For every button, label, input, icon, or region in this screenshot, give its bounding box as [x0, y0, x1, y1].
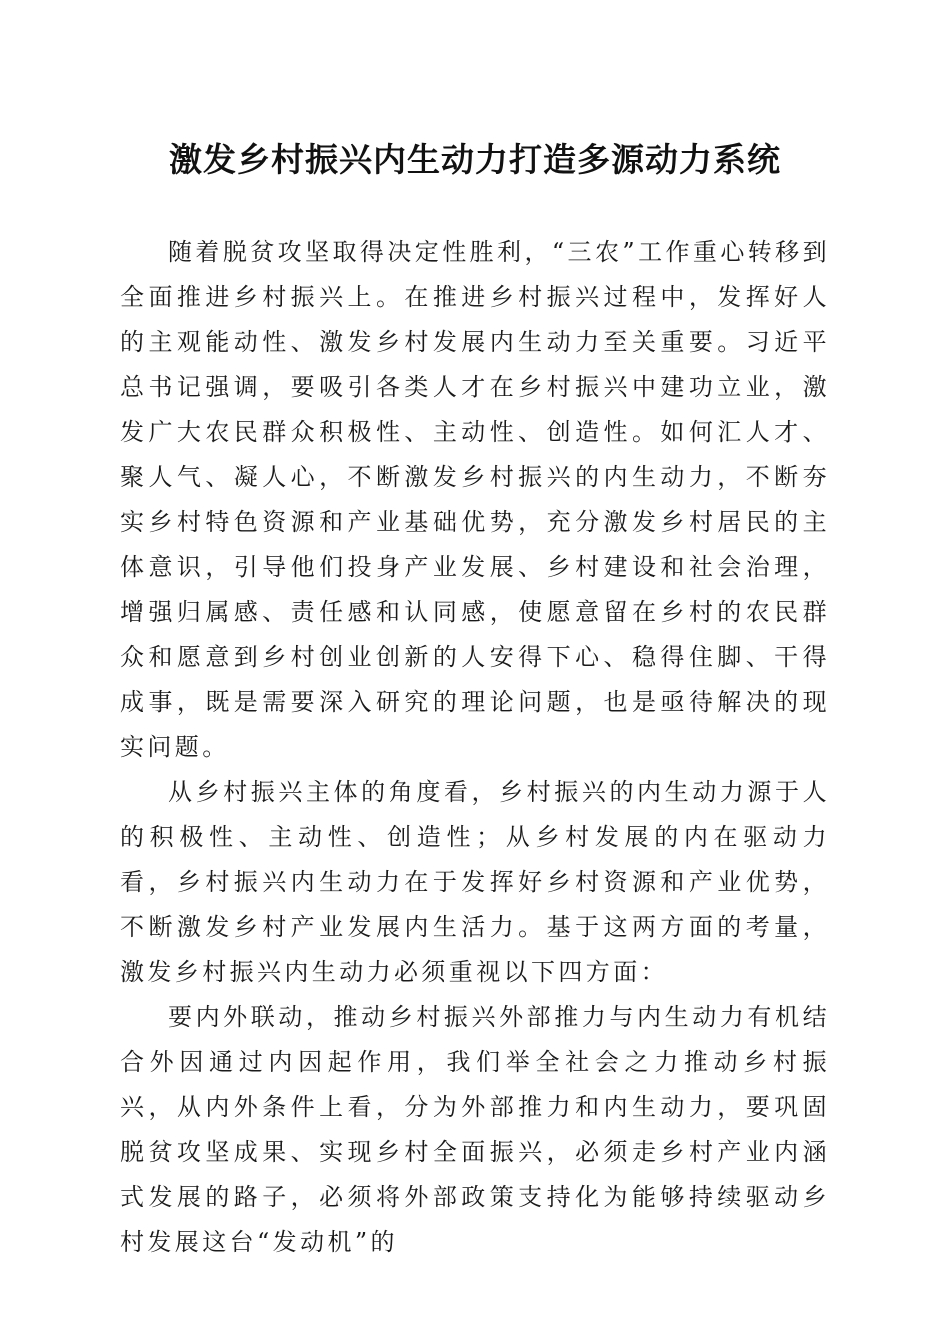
- document-body: [120, 230, 830, 1265]
- paragraph-3: 要内外联动，推动乡村振兴外部推力与内生动力有机结合外因通过内因起作用，我们举全社会之力推动乡村振兴，从内外条件上看，分为外部推力和内生动力，要巩固脱贫攻坚成果、实现乡村全面振兴，必须走乡村产业内涵式发展的路子，必须将外部政策支持化为能够持续驱动乡村发展这台“发动机”的: [120, 1003, 830, 1256]
- paragraph-1: 随着脱贫攻坚取得决定性胜利，“三农”工作重心转移到全面推进乡村振兴上。在推进乡村振兴过程中，发挥好人的主观能动性、激发乡村发展内生动力至关重要。习近平总书记强调，要吸引各类人才在乡村振兴中建功立业，激发广大农民群众积极性、主动性、创造性。如何汇人才、聚人气、凝人心，不断激发乡村振兴的内生动力，不断夯实乡村特色资源和产业基础优势，充分激发乡村居民的主体意识，引导他们投身产业发展、乡村建设和社会治理，增强归属感、责任感和认同感，使愿意留在乡村的农民群众和愿意到乡村创业创新的人安得下心、稳得住脚、干得成事，既是需要深入研究的理论问题，也是亟待解决的现实问题。: [120, 238, 830, 761]
- paragraph-2: 从乡村振兴主体的角度看，乡村振兴的内生动力源于人的积极性、主动性、创造性；从乡村发展的内在驱动力看，乡村振兴内生动力在于发挥好乡村资源和产业优势，不断激发乡村产业发展内生活力。基于这两方面的考量，激发乡村振兴内生动力必须重视以下四方面：: [120, 778, 830, 986]
- document-title: 激发乡村振兴内生动力打造多源动力系统: [169, 140, 781, 179]
